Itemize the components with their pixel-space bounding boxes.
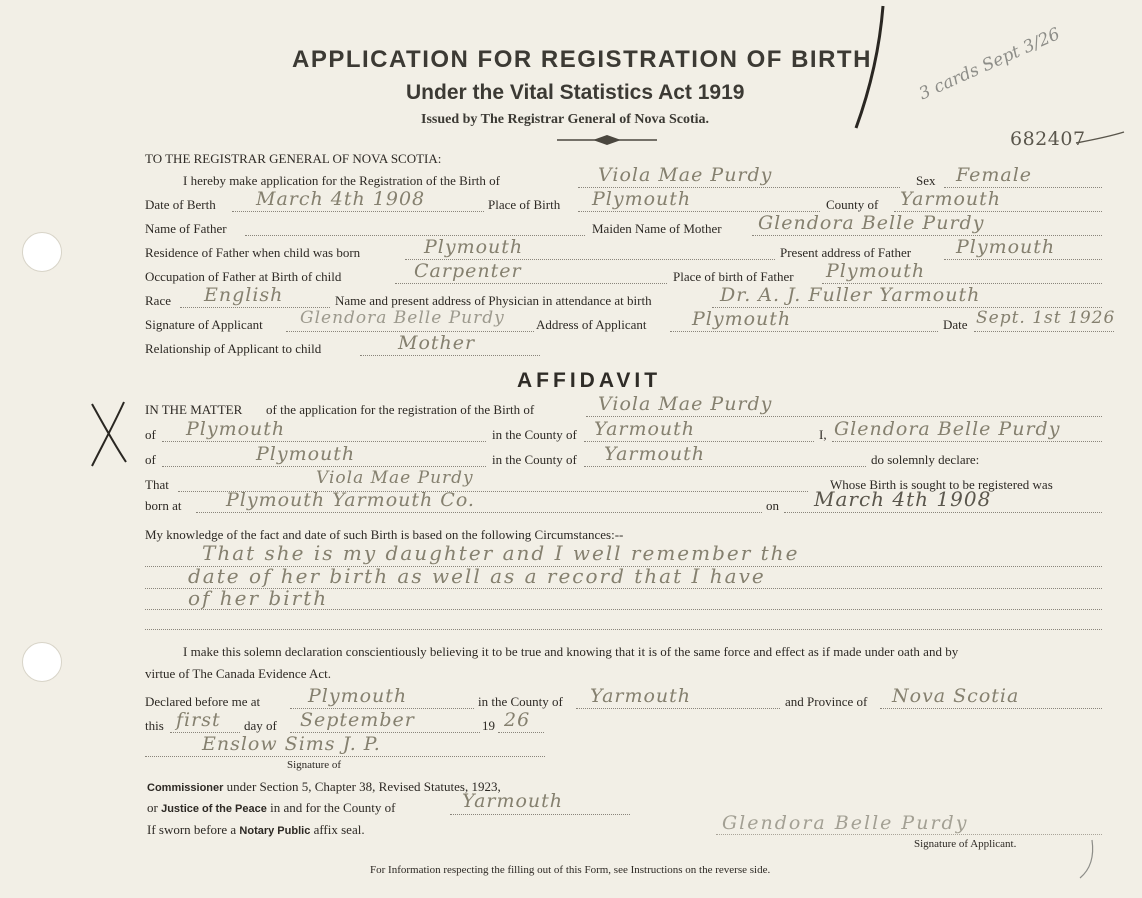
in-county-value-2: Yarmouth [604,443,706,465]
mother-label: Maiden Name of Mother [592,221,722,236]
present-address-line [944,259,1102,260]
declarant-line [832,441,1102,442]
year-prefix: 19 [482,718,495,733]
race-label: Race [145,293,171,308]
commissioner-text: under Section 5, Chapter 38, Revised Statutes, 1923, [226,779,501,794]
province-label: and Province of [785,694,868,709]
jp-county-value: Yarmouth [462,790,564,812]
of-value: Plymouth [186,418,286,440]
circumstance-text-1: That she is my daughter and I well remember the [202,541,800,565]
on-line [784,512,1102,513]
x-mark [88,398,130,470]
notary-label: Notary Public [239,825,311,837]
form-subtitle: Under the Vital Statistics Act 1919 [406,81,745,104]
registration-number: 682407 [1010,128,1086,150]
this-label: this [145,718,164,733]
form-title: APPLICATION FOR REGISTRATION OF BIRTH [292,46,872,73]
province-value: Nova Scotia [892,685,1020,707]
jp-county-line [450,814,630,815]
pencil-note: 3 cards Sept 3/26 [916,24,1064,105]
day-of-label: day of [244,718,277,733]
of-label-2: of [145,452,156,467]
whose-birth-label: Whose Birth is sought to be registered was [830,477,1053,492]
jp-label: Justice of the Peace [161,803,267,815]
month-value: September [300,709,415,731]
address-line [670,331,938,332]
address-label: Address of Applicant [536,317,647,332]
circumstance-text-2: date of her birth as well as a record that I have [188,564,766,588]
intro-label: I hereby make application for the Registration of the Birth of [183,173,500,188]
in-county-line-2 [584,466,866,467]
declared-place-value: Plymouth [308,685,408,707]
born-on-value: March 4th 1908 [814,487,992,511]
jp-text: in and for the County of [270,800,396,815]
father-line [245,235,585,236]
notary-suffix: affix seal. [313,822,365,837]
dob-value: March 4th 1908 [256,188,426,210]
occupation-line [395,283,667,284]
matter-label: IN THE MATTER [145,402,243,417]
race-value: English [204,284,284,306]
matter-text: of the application for the registration of the Birth of [266,402,535,417]
issued-by: Issued by The Registrar General of Nova Scotia. [421,112,710,127]
applicant-signature: Glendora Belle Purdy [722,812,969,834]
punch-hole-bottom [22,642,62,682]
of-value-2: Plymouth [256,443,356,465]
sig-of-label: Signature of [287,759,342,771]
residence-label: Residence of Father when child was born [145,245,361,260]
to-registrar-line: TO THE REGISTRAR GENERAL OF NOVA SCOTIA: [145,151,442,166]
date-label: Date [943,317,968,332]
pen-stroke-mark [850,4,890,130]
in-county-line [584,441,814,442]
born-at-value: Plymouth Yarmouth Co. [226,489,475,511]
ornament-rule [555,133,659,147]
declared-county-value: Yarmouth [590,685,692,707]
day-value: first [176,709,221,731]
of-line [162,441,486,442]
in-county-label-2: in the County of [492,452,577,467]
occupation-label: Occupation of Father at Birth of child [145,269,342,284]
date-line [974,331,1114,332]
solemnly-label: do solemnly declare: [871,452,980,467]
commissioner-label: Commissioner [147,782,224,794]
signature-value: Glendora Belle Purdy [300,308,505,328]
notary-prefix: If sworn before a [147,822,237,837]
child-name-value: Viola Mae Purdy [598,164,773,186]
commissioner-sig-value: Enslow Sims J. P. [202,733,381,755]
father-label: Name of Father [145,221,227,236]
dob-line [232,211,484,212]
i-label: I, [819,427,827,442]
dob-label: Date of Berth [145,197,216,212]
in-county-value: Yarmouth [594,418,696,440]
matter-line [586,416,1102,417]
footer-note: For Information respecting the filling out of this Form, see Instructions on the reverse side. [370,864,771,876]
or-label: or [147,800,158,815]
circumstance-text-3: of her birth [188,586,329,610]
born-at-line [196,512,762,513]
declaration-text-2: virtue of The Canada Evidence Act. [145,666,332,681]
knowledge-label: My knowledge of the fact and date of such Birth is based on the following Circumstances:-- [145,527,624,542]
county-value: Yarmouth [900,188,1002,210]
declarant-value: Glendora Belle Purdy [834,418,1061,440]
matter-child-name: Viola Mae Purdy [598,393,773,415]
relationship-value: Mother [398,332,476,354]
that-name-value: Viola Mae Purdy [316,468,474,488]
province-line [880,708,1102,709]
that-label: That [145,477,169,492]
father-birthplace-label: Place of birth of Father [673,269,794,284]
relationship-label: Relationship of Applicant to child [145,341,322,356]
declared-county-line [576,708,780,709]
county-label: County of [826,197,879,212]
year-line [498,732,544,733]
sex-label: Sex [916,173,936,188]
circumstance-line-4 [145,629,1102,630]
of-label: of [145,427,156,442]
mother-value: Glendora Belle Purdy [758,212,985,234]
on-label: on [766,498,779,513]
relationship-line [360,355,540,356]
applicant-signature-label: Signature of Applicant. [914,838,1017,850]
present-address-value: Plymouth [956,236,1056,258]
present-address-label: Present address of Father [780,245,912,260]
residence-value: Plymouth [424,236,524,258]
number-underscore [1074,128,1126,148]
pob-label: Place of Birth [488,197,561,212]
date-value: Sept. 1st 1926 [976,308,1116,328]
punch-hole-top [22,232,62,272]
in-county-label: in the County of [492,427,577,442]
physician-label: Name and present address of Physician in attendance at birth [335,293,652,308]
pencil-tick [1072,838,1102,882]
father-birthplace-value: Plymouth [826,260,926,282]
declaration-text-1: I make this solemn declaration conscientiously believing it to be true and knowing that it is of the same force and effect as if made under oath and by [183,644,959,659]
signature-label: Signature of Applicant [145,317,263,332]
declared-label: Declared before me at [145,694,261,709]
born-at-label: born at [145,498,182,513]
declared-county-label: in the County of [478,694,563,709]
address-value: Plymouth [692,308,792,330]
of-line-2 [162,466,486,467]
applicant-signature-line [716,834,1102,835]
affidavit-heading: AFFIDAVIT [517,369,662,392]
sex-value: Female [956,164,1033,186]
pob-value: Plymouth [592,188,692,210]
year-suffix-value: 26 [504,709,531,731]
occupation-value: Carpenter [414,260,522,282]
physician-value: Dr. A. J. Fuller Yarmouth [720,284,981,306]
commissioner-sig-line [145,756,545,757]
